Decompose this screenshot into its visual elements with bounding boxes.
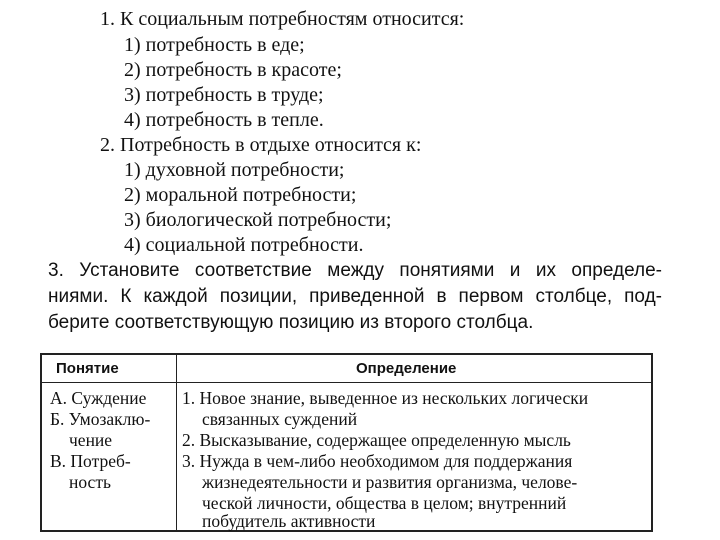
- question-2-option-2: 2) моральной потребности;: [124, 184, 357, 206]
- question-2-title: 2. Потребность в отдыхе относится к:: [100, 134, 422, 156]
- definition-3-cont: побудитель активности: [202, 511, 376, 531]
- matching-table: [40, 353, 653, 532]
- question-1-option-1: 1) потребность в еде;: [124, 34, 305, 56]
- question-2-option-4: 4) социальной потребности.: [124, 234, 364, 256]
- concept-b-cont: чение: [69, 430, 113, 450]
- question-1-title: 1. К социальным потребностям относится:: [100, 8, 465, 30]
- definition-1: 1. Новое знание, выведенное из нескольких логически: [182, 388, 589, 408]
- question-3-line: берите соответствующую позицию из второго столбца.: [48, 312, 534, 333]
- definition-3-cont: ческой личности, общества в целом; внутренний: [202, 493, 567, 513]
- concept-c-cont: ность: [69, 472, 111, 492]
- definition-3: 3. Нужда в чем-либо необходимом для поддержания: [182, 451, 573, 471]
- question-1-option-4: 4) потребность в тепле.: [124, 109, 324, 131]
- question-2-option-1: 1) духовной потребности;: [124, 159, 345, 181]
- definition-1-cont: связанных суждений: [202, 409, 358, 429]
- question-3-line: ниями. К каждой позиции, приведенной в первом столбце, под-: [48, 286, 662, 307]
- question-3-line: 3. Установите соответствие между понятиями и их определе-: [48, 260, 662, 281]
- concept-a: А. Суждение: [50, 388, 147, 408]
- table-header: [42, 355, 651, 383]
- header-concept: Понятие: [56, 360, 119, 377]
- question-2-option-3: 3) биологической потребности;: [124, 209, 392, 231]
- concept-b: Б. Умозаклю-: [50, 409, 151, 429]
- definition-3-cont: жизнедеятельности и развития организма, челове-: [202, 472, 578, 492]
- question-3-text: [48, 258, 662, 336]
- concept-c: В. Потреб-: [50, 451, 131, 471]
- question-1-option-3: 3) потребность в труде;: [124, 84, 324, 106]
- column-divider: [176, 355, 177, 530]
- header-definition: Определение: [356, 360, 457, 377]
- definition-2: 2. Высказывание, содержащее определенную мысль: [182, 430, 571, 450]
- question-1-option-2: 2) потребность в красоте;: [124, 59, 342, 81]
